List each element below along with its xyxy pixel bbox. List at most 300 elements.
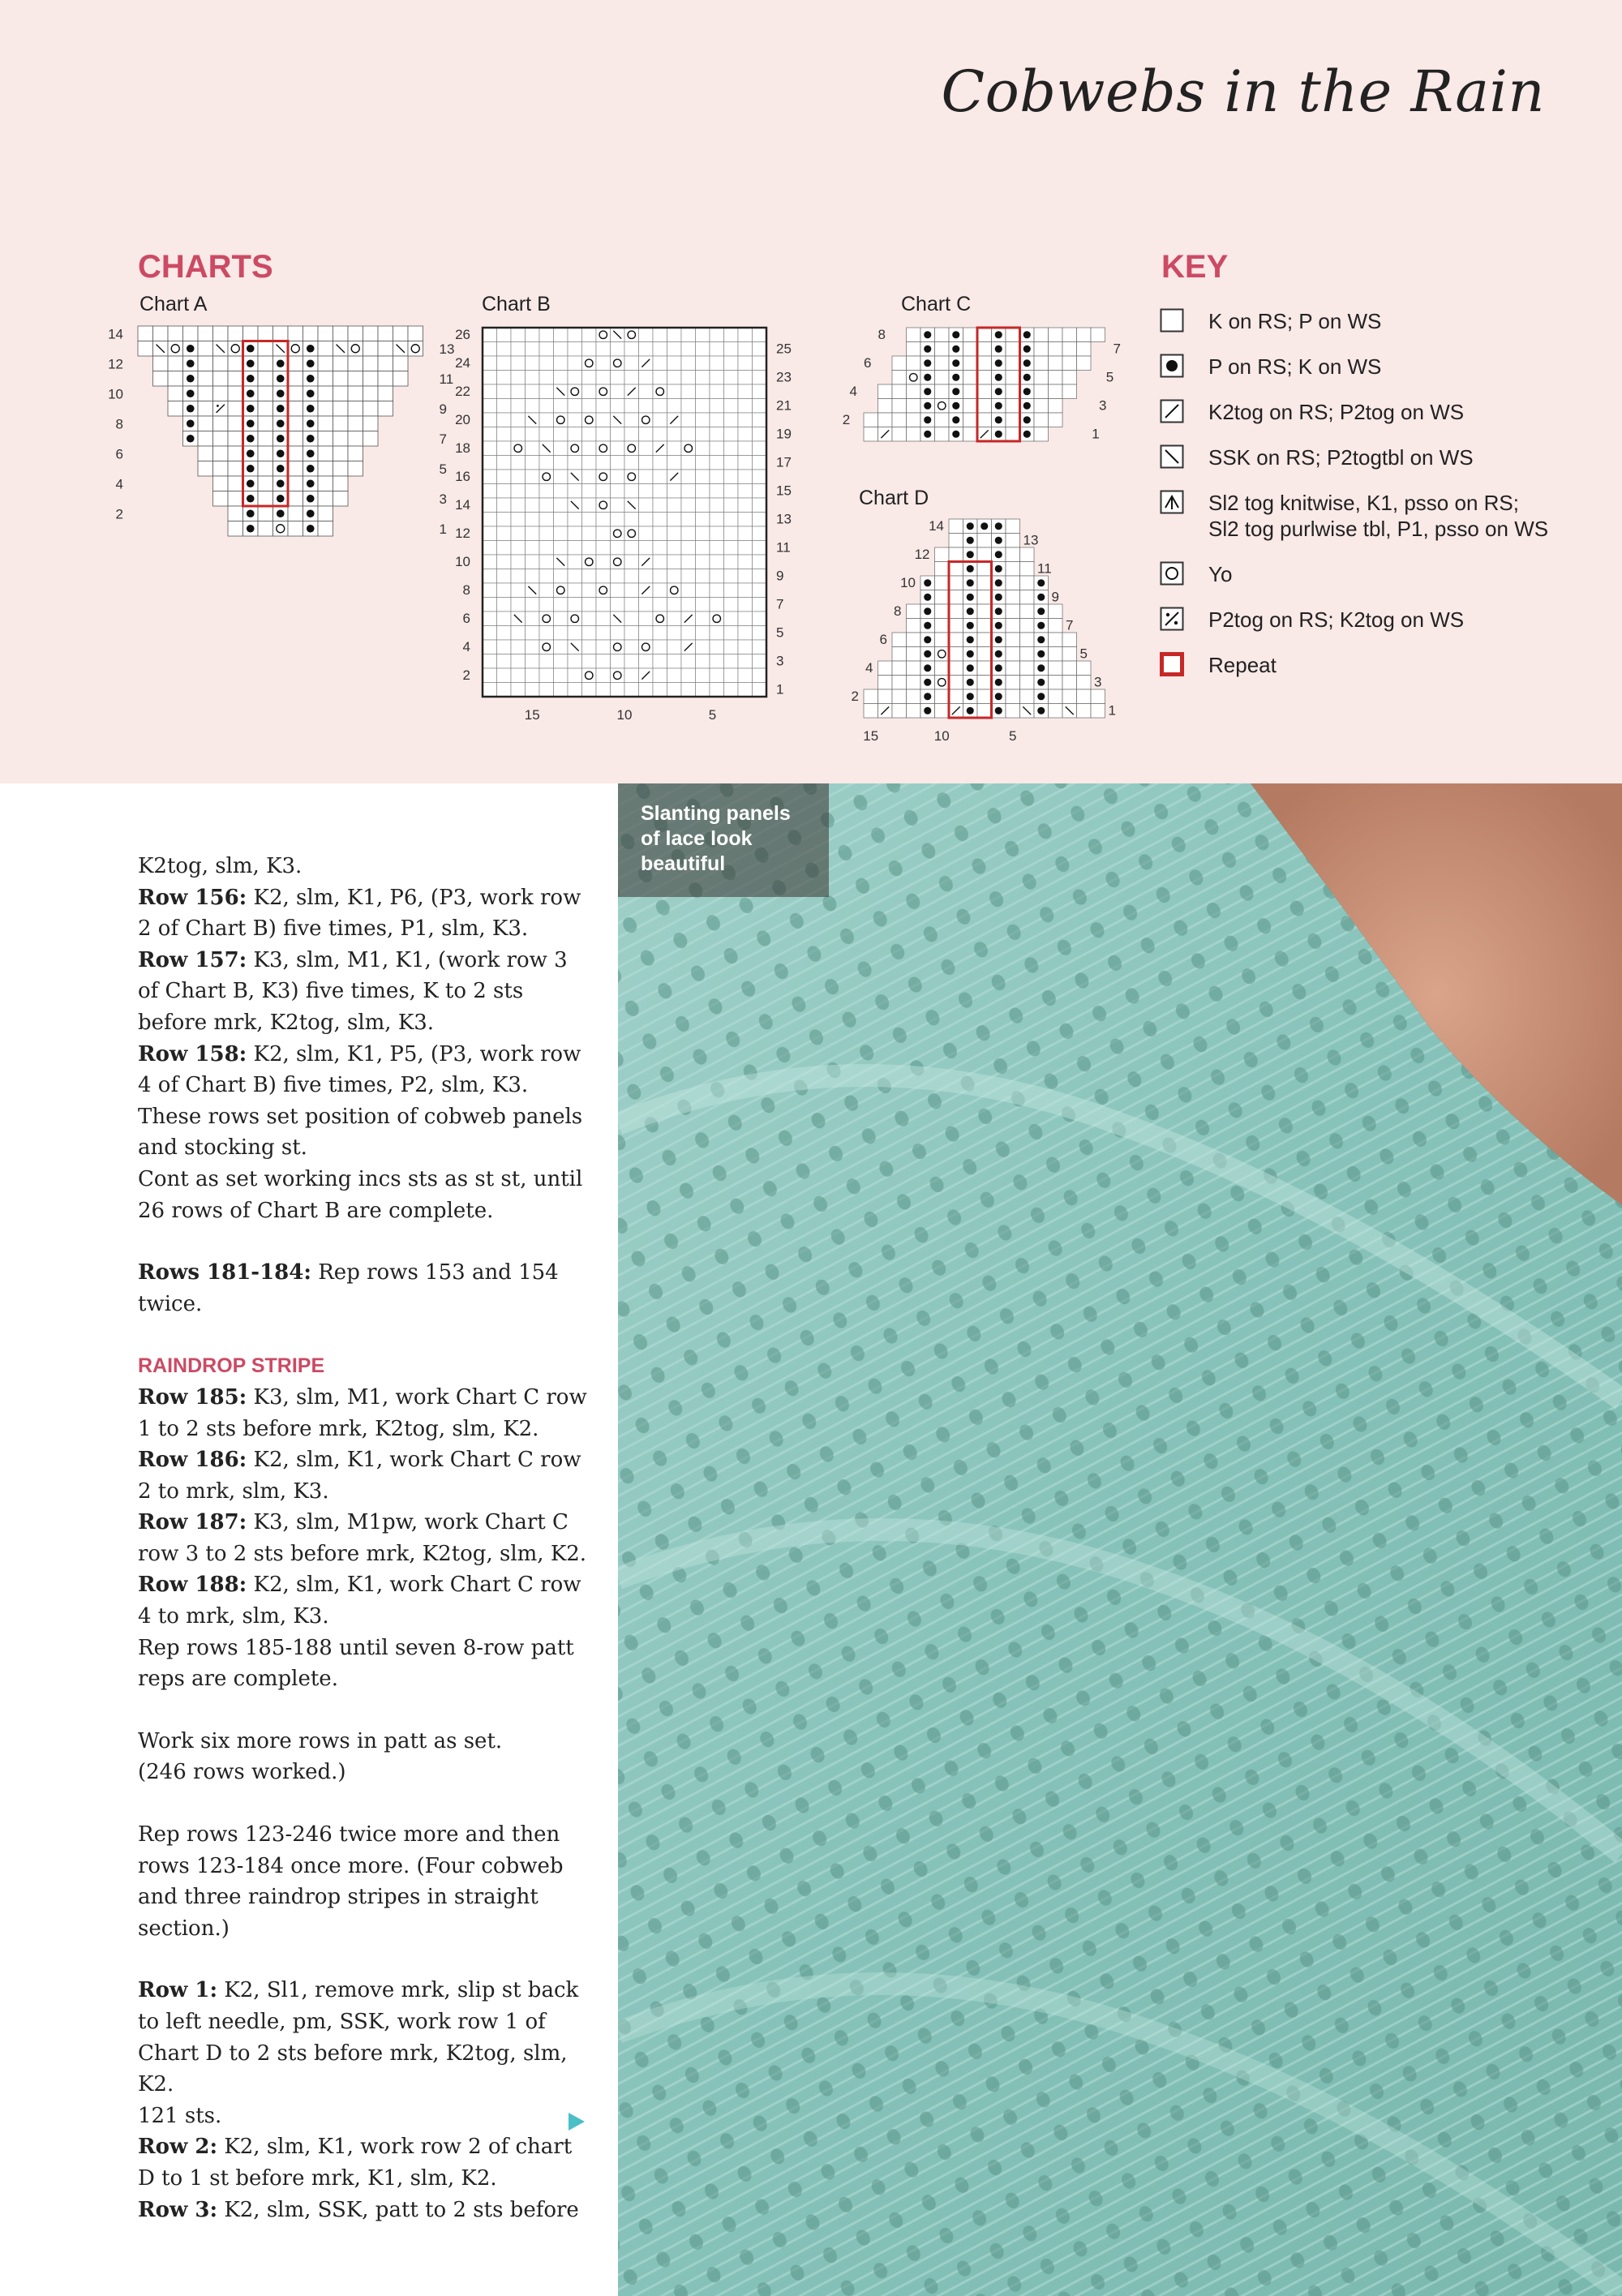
chart-cell [1062, 647, 1077, 662]
chart-cell [497, 612, 512, 626]
chart-cell [949, 576, 963, 590]
row-instruction: Row 186: K2, slm, K1, work Chart C row 2 to mrk, slm, K3. [138, 1448, 581, 1504]
chart-cell [681, 498, 696, 513]
purl-dot [967, 579, 974, 586]
chart-cell [710, 342, 724, 357]
chart-cell [892, 704, 907, 719]
purl-dot [277, 405, 285, 413]
chart-cell [497, 498, 512, 513]
chart-cell [738, 498, 753, 513]
row-number: 5 [439, 461, 447, 478]
purl-dot [1037, 679, 1045, 686]
chart-cell [483, 456, 497, 470]
chart-cell [624, 342, 639, 357]
chart-cell [497, 399, 512, 414]
chart-cell [738, 668, 753, 683]
chart-cell [333, 431, 349, 447]
chart-cell [596, 668, 611, 683]
chart-cell [667, 371, 682, 385]
chart-cell [738, 513, 753, 527]
chart-cell [554, 583, 569, 598]
chart-cell [611, 555, 625, 569]
chart-cell [554, 612, 569, 626]
chart-cell [198, 431, 213, 447]
chart-cell [738, 342, 753, 357]
paragraph: Rep rows 123-246 twice more and then rows 123-184 once more. (Four cobweb and three raindrop stripes in straight section.) [138, 1822, 564, 1941]
purl-dot [307, 525, 315, 533]
chart-cell [753, 413, 767, 427]
chart-cell [318, 416, 333, 431]
chart-cell [258, 356, 273, 371]
chart-cell [213, 476, 229, 491]
chart-cell [892, 676, 907, 690]
chart-cell [724, 555, 739, 569]
purl-dot [995, 402, 1002, 410]
chart-cell [363, 341, 379, 357]
row-number: 2 [115, 506, 123, 522]
chart-cell [378, 371, 393, 387]
purl-dot [924, 579, 931, 586]
row-number: 22 [455, 384, 470, 399]
chart-cell [511, 328, 526, 342]
chart-cell [568, 626, 582, 641]
chart-cell [724, 456, 739, 470]
chart-cell [1062, 689, 1077, 704]
purl-dot [277, 435, 285, 443]
chart-cell [907, 384, 921, 399]
key-label: SSK on RS; P2togtbl on WS [1208, 445, 1474, 470]
chart-cell [168, 341, 183, 357]
chart-cell [878, 399, 893, 414]
chart-cell [963, 427, 978, 442]
purl-dot [995, 345, 1002, 353]
chart-cell [681, 470, 696, 484]
chart-cell [611, 484, 625, 499]
chart-cell [681, 441, 696, 456]
chart-cell [363, 356, 379, 371]
row-number: 4 [849, 384, 857, 399]
chart-cell [753, 626, 767, 641]
chart-cell [624, 484, 639, 499]
chart-cell [724, 328, 739, 342]
chart-cell [348, 341, 363, 357]
chart-cell [511, 598, 526, 612]
chart-cell [611, 541, 625, 556]
row-number: 15 [776, 483, 792, 499]
chart-cell [681, 626, 696, 641]
row-instruction: Row 3: K2, slm, SSK, patt to 2 sts before [138, 2197, 579, 2222]
chart-cell [1034, 384, 1049, 399]
chart-cell [710, 498, 724, 513]
chart-cell [667, 342, 682, 357]
chart-cell [483, 427, 497, 442]
purl-dot [924, 679, 931, 686]
chart-cell [639, 640, 654, 654]
chart-cell [907, 604, 921, 619]
chart-cell [288, 476, 303, 491]
chart-cell [724, 541, 739, 556]
chart-cell [138, 341, 153, 357]
chart-cell [977, 342, 992, 357]
chart-cell [611, 441, 625, 456]
chart-cell [539, 612, 554, 626]
chart-cell [753, 384, 767, 399]
chart-cell [639, 612, 654, 626]
chart-cell [949, 676, 963, 690]
chart-cell [1062, 328, 1077, 342]
chart-cell [738, 441, 753, 456]
chart-cell [596, 456, 611, 470]
paragraph: Cont as set working incs sts as st st, until 26 rows of Chart B are complete. [138, 1166, 583, 1223]
chart-cell [1062, 661, 1077, 676]
chart-cell [935, 384, 950, 399]
chart-cell [977, 576, 992, 590]
chart-cell [554, 541, 569, 556]
chart-cell [1020, 619, 1035, 633]
chart-cell [753, 371, 767, 385]
chart-cell [963, 356, 978, 371]
key-label: K on RS; P on WS [1208, 309, 1382, 333]
chart-cell [568, 668, 582, 683]
row-number: 14 [108, 326, 123, 342]
purl-dot [995, 551, 1002, 558]
chart-cell [378, 326, 393, 341]
chart-cell [138, 326, 153, 341]
chart-cell [1049, 689, 1063, 704]
purl-dot [924, 388, 931, 395]
row-number: 6 [462, 611, 470, 626]
chart-cell [393, 326, 409, 341]
chart-cell [696, 526, 710, 541]
purl-dot [995, 537, 1002, 544]
chart-cell [511, 569, 526, 584]
chart-cell [878, 384, 893, 399]
chart-cell [710, 371, 724, 385]
chart-cell [611, 356, 625, 371]
key-label: Sl2 tog knitwise, K1, psso on RS; Sl2 tog purlwise tbl, P1, psso on WS [1208, 491, 1549, 541]
key-label: Yo [1208, 562, 1233, 586]
chart-cell [526, 498, 540, 513]
chart-cell [653, 484, 667, 499]
chart-cell [568, 541, 582, 556]
chart-cell [363, 326, 379, 341]
purl-dot [277, 465, 285, 473]
purl-dot [952, 331, 959, 338]
chart-cell [710, 541, 724, 556]
chart-cell [288, 416, 303, 431]
purl-dot [247, 405, 255, 413]
purl-dot [924, 707, 931, 715]
chart-cell [363, 371, 379, 387]
purl-dot [995, 707, 1002, 715]
paragraph: Rep rows 185-188 until seven 8-row patt reps are complete. [138, 1635, 574, 1692]
chart-cell [753, 654, 767, 669]
chart-cell [1049, 371, 1063, 385]
purl-dot [1023, 359, 1031, 367]
row-number: 1 [439, 521, 447, 538]
chart-cell [653, 470, 667, 484]
chart-cell [1006, 519, 1020, 534]
chart-cell [554, 640, 569, 654]
chart-cell [1049, 384, 1063, 399]
chart-cell [258, 326, 273, 341]
chart-cell [168, 356, 183, 371]
key-item [1160, 444, 1474, 470]
chart-cell [681, 328, 696, 342]
chart-cell [526, 384, 540, 399]
purl-dot [924, 664, 931, 672]
row-number: 9 [776, 568, 784, 584]
chart-cell [483, 484, 497, 499]
purl-dot [307, 405, 315, 413]
chart-cell [1049, 647, 1063, 662]
chart-cell [1020, 647, 1035, 662]
chart-cell [554, 526, 569, 541]
chart-cell [539, 427, 554, 442]
chart-cell [511, 356, 526, 371]
chart-cell [653, 328, 667, 342]
chart-cell [511, 484, 526, 499]
chart-cell [333, 356, 349, 371]
chart-cell [568, 371, 582, 385]
chart-cell [539, 598, 554, 612]
key-item [1160, 354, 1381, 380]
chart-cell [624, 654, 639, 669]
purl-dot [307, 449, 315, 457]
chart-cell [526, 626, 540, 641]
chart-cell [738, 371, 753, 385]
chart-cell [318, 341, 333, 357]
chart-cell [511, 668, 526, 683]
chart-cell [696, 654, 710, 669]
row-number: 3 [776, 653, 784, 669]
chart-cell [667, 555, 682, 569]
purl-dot [277, 389, 285, 397]
chart-cell [213, 371, 229, 387]
chart-cell [1034, 413, 1049, 427]
chart-cell [611, 427, 625, 442]
chart-cell [483, 513, 497, 527]
chart-cell [667, 526, 682, 541]
chart-cell [288, 431, 303, 447]
row-number: 3 [1094, 674, 1102, 690]
key-item [1160, 490, 1548, 542]
chart-cell [892, 356, 907, 371]
chart-cell [878, 689, 893, 704]
purl-dot [952, 431, 959, 438]
purl-dot [1037, 650, 1045, 658]
purl-dot [995, 388, 1002, 395]
chart-cell [1034, 427, 1049, 442]
chart-cell [639, 498, 654, 513]
chart-cell [1034, 371, 1049, 385]
chart-cell [554, 328, 569, 342]
purl-dot [187, 405, 195, 413]
chart-cell [258, 386, 273, 401]
chart-cell [724, 470, 739, 484]
chart-cell [568, 513, 582, 527]
chart-cell [710, 470, 724, 484]
chart-cell [582, 356, 597, 371]
chart-cell [483, 356, 497, 371]
p2tog-dot [217, 405, 219, 407]
chart-cell [696, 371, 710, 385]
pattern-instructions [138, 851, 592, 2225]
purl-dot [995, 374, 1002, 381]
chart-cell [483, 342, 497, 357]
row-instruction: Row 187: K3, slm, M1pw, work Chart C row 3 to 2 sts before mrk, K2tog, slm, K2. [138, 1510, 587, 1566]
chart-cell [653, 384, 667, 399]
chart-cell [582, 328, 597, 342]
key-label: K2tog on RS; P2tog on WS [1208, 400, 1465, 424]
chart-cell [681, 683, 696, 697]
chart-cell [710, 583, 724, 598]
chart-cell [596, 413, 611, 427]
chart-cell [568, 413, 582, 427]
purl-dot [952, 402, 959, 410]
purl-dot [247, 449, 255, 457]
chart-cell [568, 683, 582, 697]
chart-cell [1077, 661, 1092, 676]
chart-cell [1062, 371, 1077, 385]
chart-cell [568, 555, 582, 569]
row-number: 5 [1105, 369, 1114, 385]
chart-cell [710, 328, 724, 342]
chart-cell [497, 384, 512, 399]
purl-dot [967, 607, 974, 615]
chart-cell [892, 384, 907, 399]
purl-dot [995, 579, 1002, 586]
chart-cell [977, 633, 992, 647]
chart-cell [892, 413, 907, 427]
chart-cell [624, 612, 639, 626]
chart-cell [624, 626, 639, 641]
chart-cell [724, 598, 739, 612]
chart-cell [539, 413, 554, 427]
purl-dot [1037, 693, 1045, 700]
chart-cell [963, 342, 978, 357]
chart-cell [753, 569, 767, 584]
chart-cell [554, 569, 569, 584]
chart-cell [624, 427, 639, 442]
chart-cell [710, 555, 724, 569]
chart-cell [1091, 704, 1105, 719]
chart-cell [526, 683, 540, 697]
chart-cell [753, 456, 767, 470]
purl-dot [307, 359, 315, 367]
chart-cell [596, 441, 611, 456]
chart-cell [273, 326, 289, 341]
chart-cell [288, 341, 303, 357]
chart-cell [724, 484, 739, 499]
purl-dot [247, 419, 255, 427]
row-number: 17 [776, 454, 792, 470]
chart-cell [539, 526, 554, 541]
purl-dot [995, 416, 1002, 423]
chart-b [438, 321, 811, 743]
chart-cell [228, 461, 243, 477]
chart-cell [624, 371, 639, 385]
chart-cell [554, 626, 569, 641]
chart-cell [497, 541, 512, 556]
chart-cell [1091, 689, 1105, 704]
chart-cell [213, 491, 229, 507]
purl-dot [995, 331, 1002, 338]
chart-cell [935, 413, 950, 427]
chart-cell [1006, 356, 1020, 371]
chart-cell [1006, 661, 1020, 676]
chart-cell [1020, 562, 1035, 577]
purl-dot [307, 495, 315, 503]
chart-cell [348, 431, 363, 447]
chart-cell [1034, 342, 1049, 357]
chart-cell [696, 583, 710, 598]
chart-cell [611, 569, 625, 584]
chart-cell [539, 668, 554, 683]
chart-cell [526, 513, 540, 527]
chart-cell [639, 598, 654, 612]
chart-cell [724, 399, 739, 414]
chart-cell [348, 356, 363, 371]
chart-cell [198, 401, 213, 417]
chart-cell [539, 484, 554, 499]
chart-cell [483, 569, 497, 584]
chart-cell [681, 598, 696, 612]
chart-cell [753, 328, 767, 342]
chart-cell [653, 541, 667, 556]
row-number: 4 [462, 639, 470, 654]
chart-cell [639, 484, 654, 499]
chart-cell [596, 640, 611, 654]
chart-cell [724, 384, 739, 399]
purl-dot [307, 345, 315, 353]
chart-cell [378, 341, 393, 357]
chart-cell [624, 583, 639, 598]
chart-cell [1034, 356, 1049, 371]
chart-cell [483, 683, 497, 697]
chart-cell [753, 640, 767, 654]
row-number: 12 [455, 526, 470, 541]
row-number: 12 [914, 547, 930, 562]
chart-cell [568, 654, 582, 669]
chart-cell [1006, 619, 1020, 633]
chart-cell [582, 654, 597, 669]
row-number: 1 [776, 681, 784, 697]
chart-cell [878, 676, 893, 690]
chart-cell [348, 461, 363, 477]
purl-dot [1037, 636, 1045, 643]
purl-dot [247, 479, 255, 487]
chart-cell [935, 619, 950, 633]
chart-cell [198, 446, 213, 461]
chart-cell [497, 328, 512, 342]
chart-cell [198, 461, 213, 477]
chart-cell [935, 562, 950, 577]
chart-cell [526, 356, 540, 371]
chart-cell [363, 431, 379, 447]
chart-cell [1077, 342, 1092, 357]
chart-cell [168, 371, 183, 387]
chart-cell [243, 326, 259, 341]
chart-cell [526, 470, 540, 484]
chart-cell [639, 441, 654, 456]
chart-cell [977, 562, 992, 577]
chart-cell [1049, 619, 1063, 633]
purl-dot [967, 551, 974, 558]
chart-cell [596, 470, 611, 484]
row-number: 11 [776, 539, 791, 556]
purl-dot [952, 388, 959, 395]
